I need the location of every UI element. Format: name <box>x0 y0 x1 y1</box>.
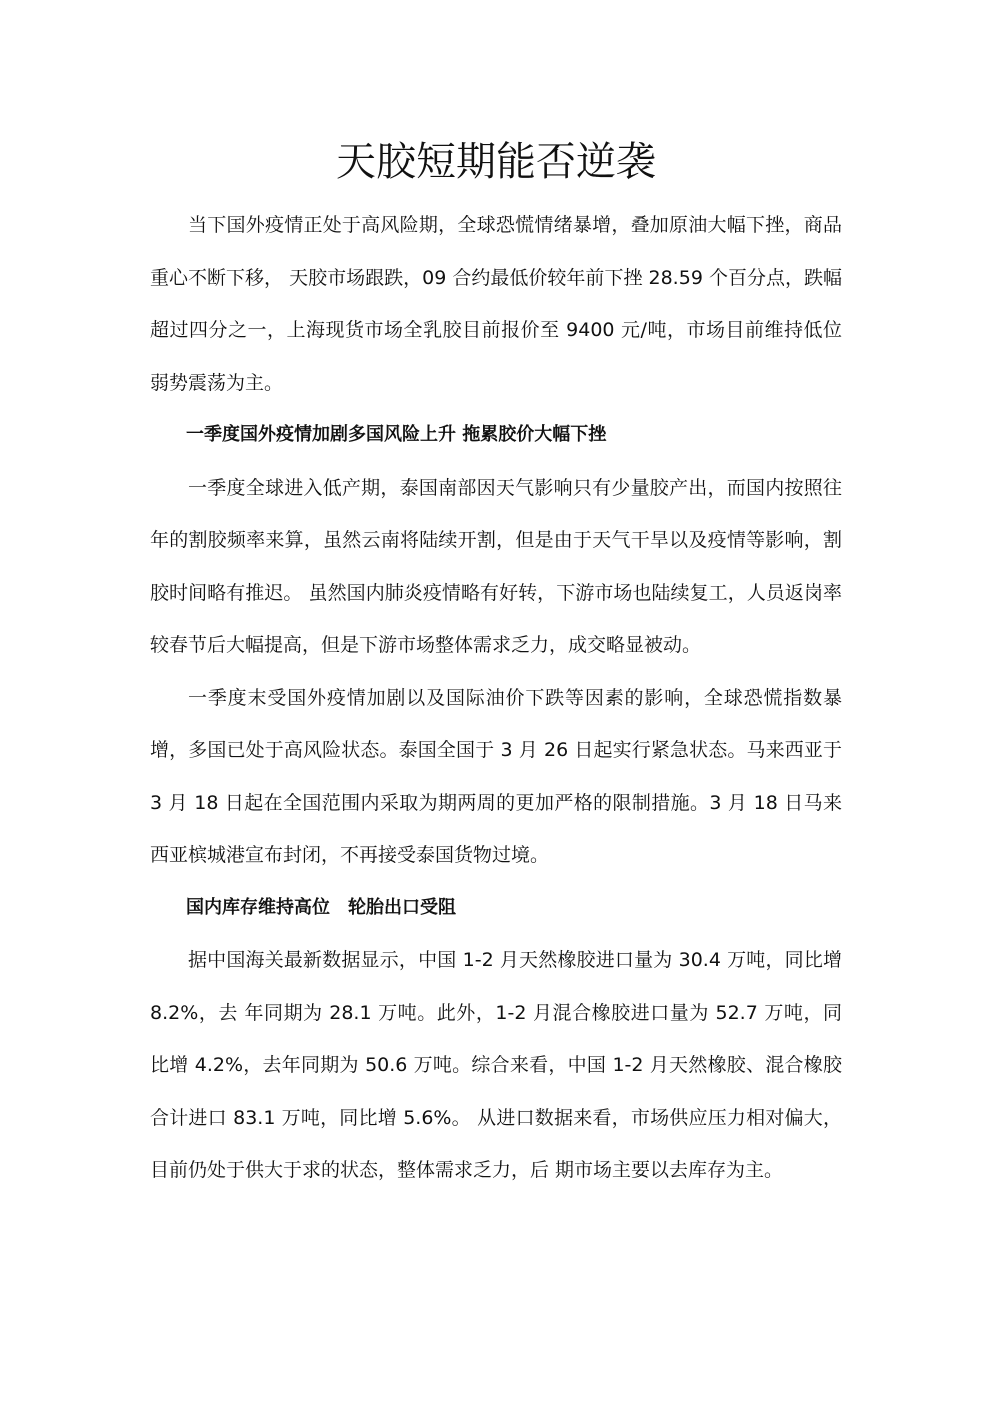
intro-paragraph: 当下国外疫情正处于高风险期，全球恐慌情绪暴增，叠加原油大幅下挫，商品重心不断下移， 天胶市场跟跌，09 合约最低价较年前下挫 28.59 个百分点，跌幅超过四分之一，上海现货市场全乳胶目前报价至 9400 元/吨，市场目前维持低位弱势震荡为主。 <box>150 214 842 394</box>
section-heading-q1: 一季度国外疫情加剧多国风险上升 拖累胶价大幅下挫 <box>186 424 607 445</box>
article-body <box>150 199 842 1197</box>
paragraph-import-data: 据中国海关最新数据显示，中国 1-2 月天然橡胶进口量为 30.4 万吨，同比增 8.2%，去 年同期为 28.1 万吨。此外，1-2 月混合橡胶进口量为 52.7 万吨，同比增 4.2%，去年同期为 50.6 万吨。综合来看，中国 1-2 月天然橡胶、混合橡胶合计进口 83.1 万吨，同比增 5.6%。 从进口数据来看，市场供应压力相对偏大，目前仍处于供大于求的状态，整体需求乏力，后 期市场主要以去库存为主。 <box>150 949 842 1181</box>
paragraph-q1-supply: 一季度全球进入低产期，泰国南部因天气影响只有少量胶产出，而国内按照往年的割胶频率来算，虽然云南将陆续开割，但是由于天气干旱以及疫情等影响，割胶时间略有推迟。 虽然国内肺炎疫情略有好转，下游市场也陆续复工，人员返岗率较春节后大幅提高，但是下游市场整体需求乏力，成交略显被动。 <box>150 476 842 656</box>
paragraph-q1-epidemic: 一季度末受国外疫情加剧以及国际油价下跌等因素的影响，全球恐慌指数暴增，多国已处于高风险状态。泰国全国于 3 月 26 日起实行紧急状态。马来西亚于 3 月 18 日起在全国范围内采取为期两周的更加严格的限制措施。3 月 18 日马来西亚槟城港宣布封闭，不再接受泰国货物过境。 <box>150 686 842 866</box>
section-heading-inventory: 国内库存维持高位 轮胎出口受阻 <box>186 896 456 918</box>
page-title: 天胶短期能否逆袭 <box>336 139 656 185</box>
